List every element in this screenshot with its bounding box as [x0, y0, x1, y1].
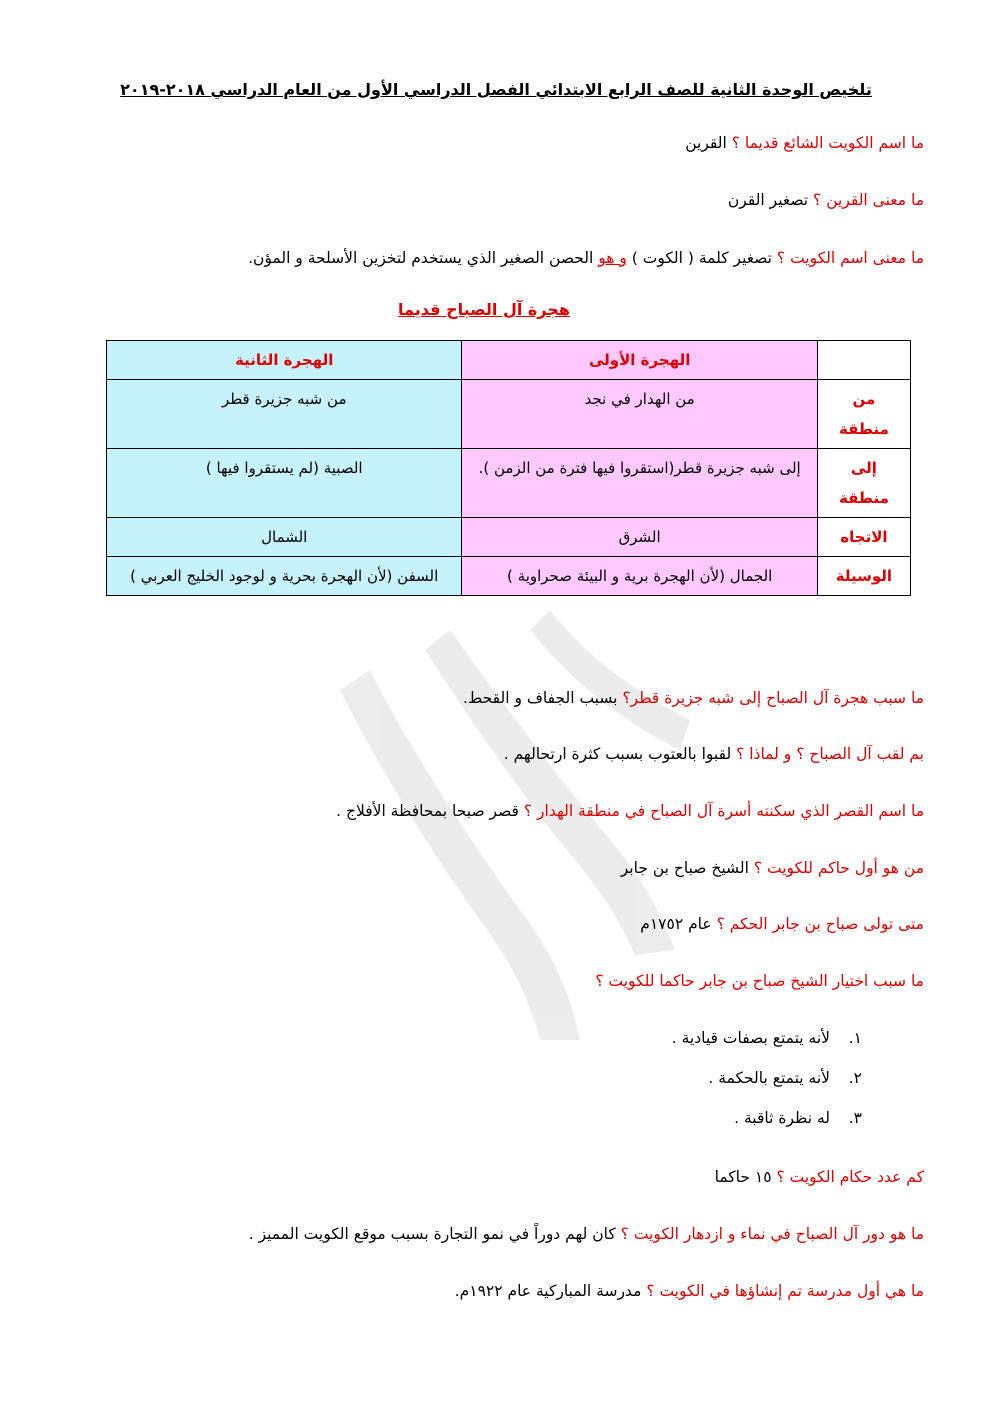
qa-line-1	[60, 131, 924, 155]
second-migration-cell: الصبية (لم يستقروا فيها )	[107, 449, 462, 518]
first-migration-cell: إلى شبه جزيرة قطر(استقروا فيها فترة من الزمن ).	[462, 449, 817, 518]
table-row	[107, 557, 911, 596]
first-migration-cell: من الهدار في نجد	[462, 380, 817, 449]
qa-line-5	[60, 742, 924, 766]
qa-line-3	[60, 246, 924, 270]
table-row	[107, 518, 911, 557]
first-migration-cell: الجمال (لأن الهجرة برية و البيئة صحراوية )	[462, 557, 817, 596]
table-row	[107, 449, 911, 518]
list-item	[672, 1106, 862, 1130]
list-text: له نظرة ثاقبة .	[734, 1109, 830, 1127]
answer-text: قصر صبحا بمحافظة الأفلاج .	[336, 802, 524, 820]
question-text: ما سبب اختيار الشيخ صباح بن جابر حاكما للكويت ؟	[595, 972, 924, 990]
reasons-list	[672, 1026, 862, 1146]
list-item	[672, 1026, 862, 1050]
question-text: ما هو دور آل الصباح في نماء و ازدهار الكويت ؟	[620, 1225, 924, 1243]
list-text: لأنه يتمتع بصفات قيادية .	[671, 1029, 830, 1047]
table-header-row	[107, 341, 911, 380]
header-second-migration: الهجرة الثانية	[107, 341, 462, 380]
question-text: كم عدد حكام الكويت ؟	[776, 1168, 924, 1186]
page-title: تلخيص الوحدة الثانية للصف الرابع الابتدائي الفصل الدراسي الأول من العام الدراسي ٢٠١٨-٢٠١٩	[120, 80, 872, 99]
answer-text: كان لهم دوراً في نمو التجارة بسبب موقع الكويت المميز .	[248, 1225, 621, 1243]
section-title: هجرة آل الصباح قديما	[398, 300, 570, 319]
header-first-migration: الهجرة الأولى	[462, 341, 817, 380]
list-number: ٣.	[848, 1109, 862, 1127]
migration-table	[106, 340, 911, 596]
qa-line-11	[60, 1222, 924, 1246]
row-label: إلى منطقة	[817, 449, 910, 518]
answer-text: القرين	[685, 134, 732, 152]
list-number: ٢.	[848, 1069, 862, 1087]
question-text: ما معنى اسم الكويت ؟	[776, 249, 924, 267]
answer-text: لقبوا بالعتوب بسبب كثرة ارتحالهم .	[503, 745, 737, 763]
answer-text: بسبب الجفاف و القحط.	[463, 689, 623, 707]
qa-line-6	[60, 799, 924, 823]
question-text: ما معنى القرين ؟	[813, 191, 924, 209]
row-label: الاتجاه	[817, 518, 910, 557]
question-text: ما سبب هجرة آل الصباح إلى شبه جزيرة قطر؟	[622, 689, 924, 707]
qa-line-2	[60, 188, 924, 212]
question-text: ما هي أول مدرسة تم إنشاؤها في الكويت ؟	[646, 1282, 924, 1300]
question-text: ما اسم القصر الذي سكنته أسرة آل الصباح في منطقة الهدار ؟	[523, 802, 924, 820]
qa-line-10	[60, 1165, 924, 1189]
underlined-connector: و هو	[598, 249, 627, 267]
qa-line-7	[60, 856, 924, 880]
second-migration-cell: الشمال	[107, 518, 462, 557]
qa-line-4	[60, 686, 924, 710]
qa-line-12	[60, 1279, 924, 1303]
answer-text: عام ١٧٥٢م	[640, 915, 717, 933]
answer-text: الشيخ صباح بن جابر	[620, 859, 754, 877]
answer-text: مدرسة المباركية عام ١٩٢٢م.	[454, 1282, 647, 1300]
table-corner-cell	[817, 341, 910, 380]
question-text: من هو أول حاكم للكويت ؟	[753, 859, 924, 877]
list-number: ١.	[848, 1029, 862, 1047]
answer-text: الحصن الصغير الذي يستخدم لتخزين الأسلحة و المؤن.	[248, 249, 599, 267]
table-row	[107, 380, 911, 449]
answer-text: تصغير القرن	[727, 191, 814, 209]
second-migration-cell: السفن (لأن الهجرة بحرية و لوجود الخليج العربي )	[107, 557, 462, 596]
second-migration-cell: من شبه جزيرة قطر	[107, 380, 462, 449]
row-label: الوسيلة	[817, 557, 910, 596]
question-text: بم لقب آل الصباح ؟ و لماذا ؟	[736, 745, 924, 763]
answer-text: تصغير كلمة ( الكوت )	[626, 249, 777, 267]
list-item	[672, 1066, 862, 1090]
qa-line-8	[60, 912, 924, 936]
first-migration-cell: الشرق	[462, 518, 817, 557]
list-text: لأنه يتمتع بالحكمة .	[708, 1069, 830, 1087]
question-text: ما اسم الكويت الشائع قديما ؟	[731, 134, 924, 152]
qa-line-9	[60, 969, 924, 993]
question-text: متى تولى صباح بن جابر الحكم ؟	[716, 915, 924, 933]
answer-text: ١٥ حاكما	[714, 1168, 777, 1186]
row-label: من منطقة	[817, 380, 910, 449]
